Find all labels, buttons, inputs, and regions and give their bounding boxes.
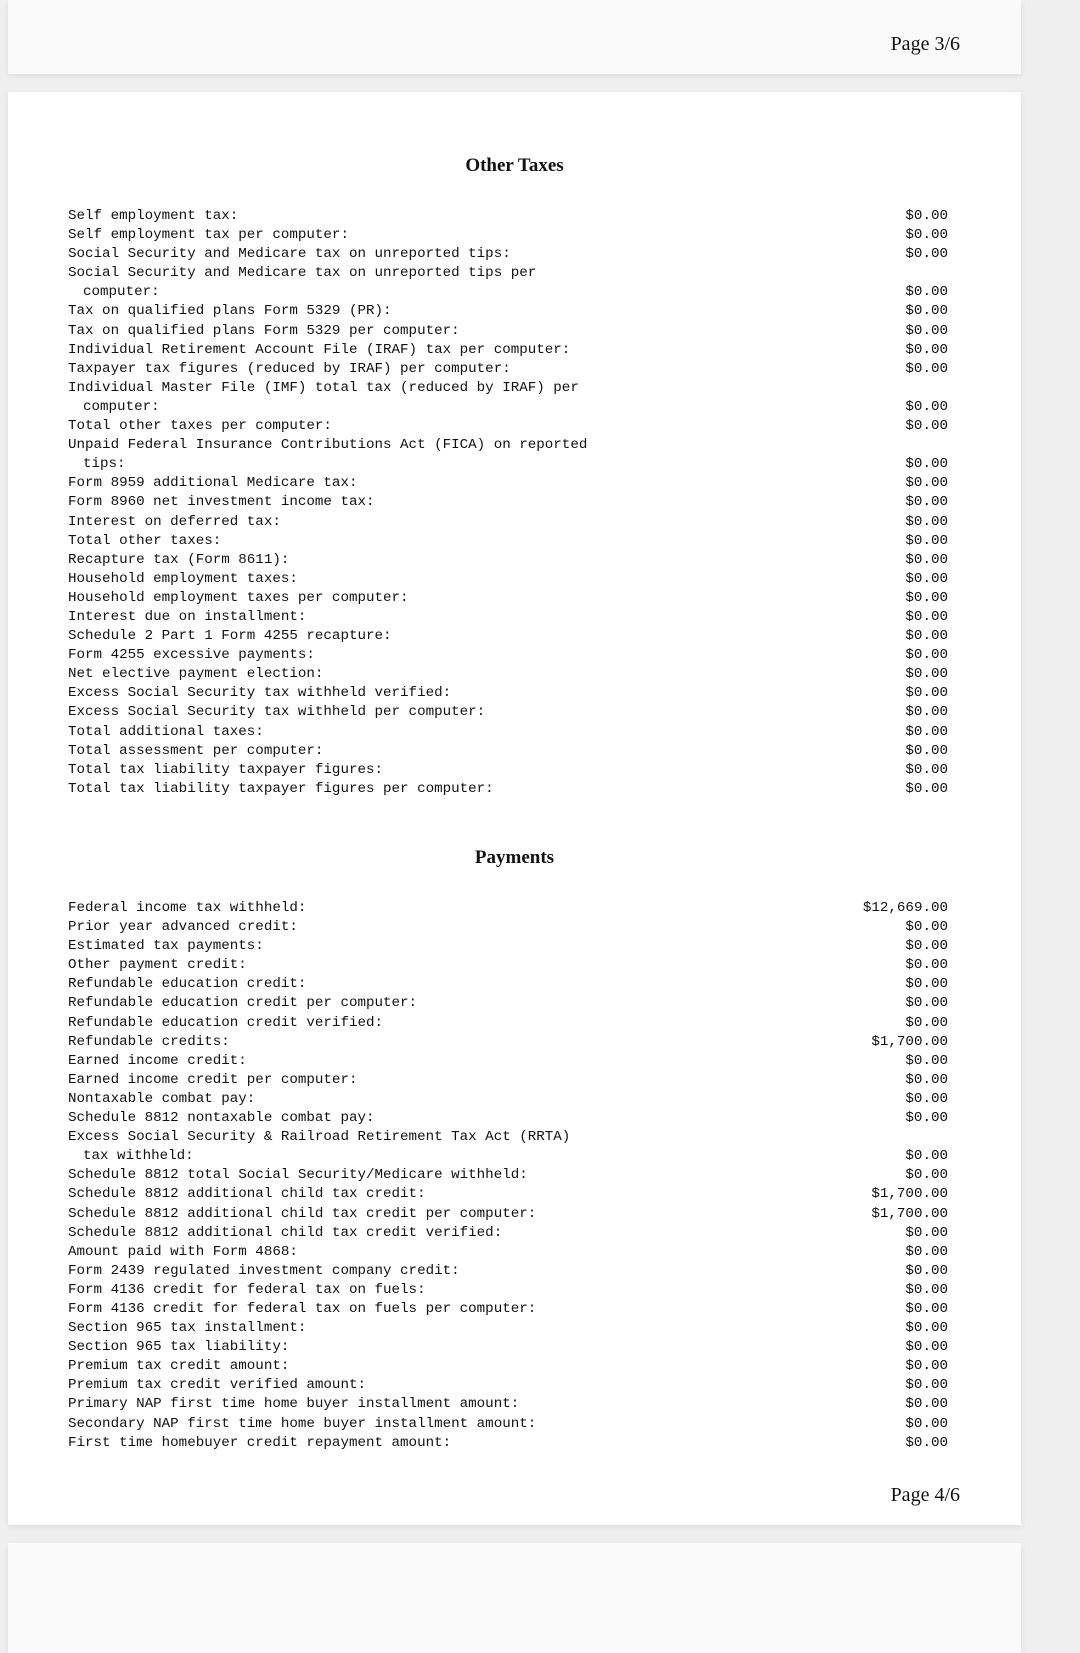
section-title-other-taxes: Other Taxes — [465, 155, 564, 176]
line-item-label: Self employment tax per computer: — [68, 227, 349, 244]
line-item — [68, 723, 948, 742]
line-item-label: Refundable credits: — [68, 1033, 230, 1050]
line-item-amount: $0.00 — [905, 1052, 948, 1069]
line-item-label: Earned income credit per computer: — [68, 1071, 358, 1088]
line-item-amount: $0.00 — [905, 1243, 948, 1260]
line-item-label: Tax on qualified plans Form 5329 per computer: — [68, 322, 460, 339]
line-item-label: Tax on qualified plans Form 5329 (PR): — [68, 303, 392, 320]
line-item-amount: $0.00 — [905, 570, 948, 587]
line-item — [68, 1128, 948, 1166]
line-item-label: Nontaxable combat pay: — [68, 1090, 256, 1107]
line-item-amount: $0.00 — [905, 322, 948, 339]
line-item-label: Excess Social Security & Railroad Retirement Tax Act (RRTA) tax withheld: — [68, 1129, 571, 1165]
line-item-label: Recapture tax (Form 8611): — [68, 551, 290, 568]
line-item — [68, 742, 948, 761]
page-number-label: Page 4/6 — [890, 1484, 960, 1506]
line-item — [68, 918, 948, 937]
line-item — [68, 436, 948, 474]
line-item-label: Schedule 8812 total Social Security/Medicare withheld: — [68, 1167, 528, 1184]
line-item — [68, 341, 948, 360]
line-item-amount: $0.00 — [905, 647, 948, 664]
line-item-amount: $0.00 — [905, 1281, 948, 1298]
line-item — [68, 245, 948, 264]
line-item-amount: $1,700.00 — [871, 1033, 948, 1050]
line-item — [68, 1300, 948, 1319]
line-item-label: Estimated tax payments: — [68, 938, 264, 955]
line-item-amount: $0.00 — [905, 341, 948, 358]
line-item — [68, 1434, 948, 1453]
next-page-card — [8, 1543, 1021, 1653]
line-item-amount: $0.00 — [905, 1071, 948, 1088]
line-item-label: Form 8959 additional Medicare tax: — [68, 475, 358, 492]
line-item-amount: $1,700.00 — [871, 1186, 948, 1203]
line-item-amount: $0.00 — [905, 398, 948, 415]
line-item-amount: $0.00 — [905, 780, 948, 797]
line-item — [68, 302, 948, 321]
line-item-amount: $0.00 — [905, 1434, 948, 1451]
line-item-label: Total tax liability taxpayer figures: — [68, 761, 384, 778]
line-item-amount: $0.00 — [905, 761, 948, 778]
line-item — [68, 975, 948, 994]
line-item — [68, 627, 948, 646]
line-item-amount: $0.00 — [905, 1377, 948, 1394]
line-item — [68, 589, 948, 608]
line-item-amount: $0.00 — [905, 1396, 948, 1413]
line-item — [68, 1281, 948, 1300]
line-item-amount: $0.00 — [905, 1358, 948, 1375]
line-item-label: Total other taxes per computer: — [68, 418, 332, 435]
line-item — [68, 1319, 948, 1338]
line-item-amount: $0.00 — [905, 1339, 948, 1356]
line-item — [68, 379, 948, 417]
line-item-amount: $0.00 — [905, 919, 948, 936]
line-item-label: Self employment tax: — [68, 208, 239, 224]
line-item — [68, 1109, 948, 1128]
line-item-amount: $0.00 — [905, 628, 948, 645]
line-item — [68, 1338, 948, 1357]
line-item-amount: $0.00 — [905, 1090, 948, 1107]
line-item-label: Form 4255 excessive payments: — [68, 647, 315, 664]
line-item-label: Excess Social Security tax withheld verified: — [68, 685, 452, 702]
line-item-label: Net elective payment election: — [68, 666, 324, 683]
line-item — [68, 956, 948, 975]
line-item-amount: $0.00 — [905, 1300, 948, 1317]
line-item — [68, 665, 948, 684]
line-item-label: Form 2439 regulated investment company credit: — [68, 1262, 460, 1279]
line-item-amount: $0.00 — [905, 208, 948, 224]
line-item-amount: $0.00 — [905, 704, 948, 721]
line-item — [68, 513, 948, 532]
line-item-amount: $0.00 — [905, 246, 948, 263]
line-item-amount: $0.00 — [905, 1148, 948, 1165]
line-item-label: Schedule 8812 additional child tax credit: — [68, 1186, 426, 1203]
line-item-label: Individual Retirement Account File (IRAF) tax per computer: — [68, 341, 571, 358]
line-item-label: Prior year advanced credit: — [68, 919, 298, 936]
line-item-label: Premium tax credit verified amount: — [68, 1377, 366, 1394]
line-item — [68, 1166, 948, 1185]
line-item-amount: $0.00 — [905, 303, 948, 320]
line-item — [68, 994, 948, 1013]
line-item-label: Form 4136 credit for federal tax on fuels: — [68, 1281, 426, 1298]
line-item-amount: $0.00 — [905, 1167, 948, 1184]
line-item-label: Premium tax credit amount: — [68, 1358, 290, 1375]
line-item-label: Federal income tax withheld: — [68, 900, 307, 916]
line-item-label: Total additional taxes: — [68, 723, 264, 740]
line-item-label: First time homebuyer credit repayment amount: — [68, 1434, 452, 1451]
document-page — [8, 92, 1021, 1525]
line-item-amount: $0.00 — [905, 1224, 948, 1241]
line-item-label: Form 4136 credit for federal tax on fuels per computer: — [68, 1300, 537, 1317]
line-item-label: Amount paid with Form 4868: — [68, 1243, 298, 1260]
line-item — [68, 551, 948, 570]
line-item-amount: $0.00 — [905, 938, 948, 955]
line-item-amount: $0.00 — [905, 1415, 948, 1432]
line-item-amount: $0.00 — [905, 284, 948, 301]
line-item-label: Section 965 tax liability: — [68, 1339, 290, 1356]
previous-page-card — [8, 0, 1021, 74]
line-item — [68, 1205, 948, 1224]
line-item-amount: $0.00 — [905, 957, 948, 974]
line-item — [68, 417, 948, 436]
page-number-label: Page 3/6 — [890, 33, 960, 55]
line-item — [68, 1071, 948, 1090]
line-item — [68, 1262, 948, 1281]
line-item-amount: $0.00 — [905, 418, 948, 435]
line-item-label: Schedule 8812 additional child tax credit per computer: — [68, 1205, 537, 1222]
line-item-label: Excess Social Security tax withheld per computer: — [68, 704, 486, 721]
line-item — [68, 937, 948, 956]
line-item — [68, 780, 948, 799]
line-item-label: Household employment taxes per computer: — [68, 589, 409, 606]
line-item — [68, 207, 948, 226]
line-item-label: Schedule 2 Part 1 Form 4255 recapture: — [68, 628, 392, 645]
section-title-payments: Payments — [474, 847, 555, 868]
line-item — [68, 1376, 948, 1395]
line-item-label: Form 8960 net investment income tax: — [68, 494, 375, 511]
line-item — [68, 264, 948, 302]
line-item-label: Primary NAP first time home buyer installment amount: — [68, 1396, 520, 1413]
line-item-label: Refundable education credit verified: — [68, 1014, 384, 1031]
line-item-amount: $0.00 — [905, 227, 948, 244]
line-item — [68, 1090, 948, 1109]
line-item-label: Total tax liability taxpayer figures per computer: — [68, 780, 494, 797]
line-item — [68, 1243, 948, 1262]
line-item — [68, 226, 948, 245]
line-item — [68, 1395, 948, 1414]
line-item-amount: $0.00 — [905, 742, 948, 759]
line-item — [68, 684, 948, 703]
line-item-label: Taxpayer tax figures (reduced by IRAF) per computer: — [68, 360, 511, 377]
line-item — [68, 1224, 948, 1243]
line-item-label: Social Security and Medicare tax on unreported tips per computer: — [68, 265, 537, 301]
line-item-label: Refundable education credit: — [68, 976, 307, 993]
line-item — [68, 493, 948, 512]
line-item-amount: $0.00 — [905, 1262, 948, 1279]
line-item-amount: $12,669.00 — [862, 900, 948, 916]
line-item — [68, 360, 948, 379]
line-item — [68, 1033, 948, 1052]
line-item — [68, 703, 948, 722]
line-item-amount: $0.00 — [905, 513, 948, 530]
line-item-label: Total other taxes: — [68, 532, 222, 549]
line-item — [68, 1357, 948, 1376]
line-item-label: Social Security and Medicare tax on unreported tips: — [68, 246, 511, 263]
line-item-amount: $0.00 — [905, 475, 948, 492]
line-item-amount: $0.00 — [905, 608, 948, 625]
line-item-amount: $0.00 — [905, 1014, 948, 1031]
line-item-amount: $0.00 — [905, 1320, 948, 1337]
line-item — [68, 761, 948, 780]
line-item — [68, 1415, 948, 1434]
line-item — [68, 608, 948, 627]
line-item-amount: $0.00 — [905, 685, 948, 702]
line-item-amount: $0.00 — [905, 551, 948, 568]
line-item-label: Interest due on installment: — [68, 608, 307, 625]
line-item — [68, 1185, 948, 1204]
line-item-label: Total assessment per computer: — [68, 742, 324, 759]
line-item-amount: $0.00 — [905, 995, 948, 1012]
line-item-label: Section 965 tax installment: — [68, 1320, 307, 1337]
line-item — [68, 532, 948, 551]
line-item-label: Refundable education credit per computer: — [68, 995, 418, 1012]
line-item — [68, 899, 948, 918]
line-item-amount: $0.00 — [905, 456, 948, 473]
line-item-amount: $0.00 — [905, 494, 948, 511]
line-item — [68, 322, 948, 341]
line-item — [68, 474, 948, 493]
line-item — [68, 646, 948, 665]
line-item-amount: $0.00 — [905, 532, 948, 549]
line-item-amount: $0.00 — [905, 360, 948, 377]
line-item-amount: $0.00 — [905, 1110, 948, 1127]
line-item-amount: $1,700.00 — [871, 1205, 948, 1222]
line-item-label: Individual Master File (IMF) total tax (reduced by IRAF) per computer: — [68, 379, 579, 415]
line-item-amount: $0.00 — [905, 976, 948, 993]
other-taxes-list — [68, 207, 948, 799]
line-item — [68, 1014, 948, 1033]
line-item-label: Interest on deferred tax: — [68, 513, 281, 530]
payments-list — [68, 899, 948, 1453]
line-item — [68, 1052, 948, 1071]
line-item-label: Other payment credit: — [68, 957, 247, 974]
line-item — [68, 570, 948, 589]
line-item-label: Schedule 8812 nontaxable combat pay: — [68, 1110, 375, 1127]
line-item-label: Unpaid Federal Insurance Contributions Act (FICA) on reported tips: — [68, 437, 588, 473]
line-item-amount: $0.00 — [905, 666, 948, 683]
line-item-amount: $0.00 — [905, 589, 948, 606]
line-item-label: Secondary NAP first time home buyer installment amount: — [68, 1415, 537, 1432]
line-item-label: Schedule 8812 additional child tax credit verified: — [68, 1224, 503, 1241]
line-item-label: Earned income credit: — [68, 1052, 247, 1069]
line-item-amount: $0.00 — [905, 723, 948, 740]
line-item-label: Household employment taxes: — [68, 570, 298, 587]
